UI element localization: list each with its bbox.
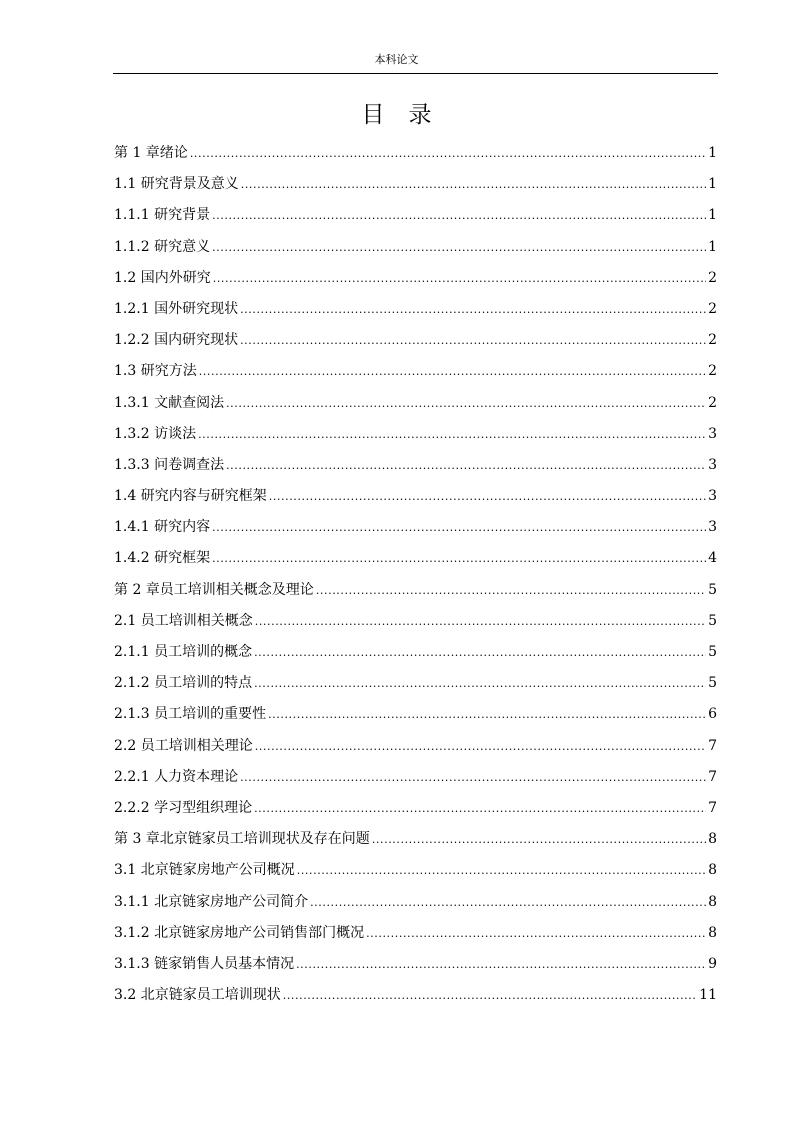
toc-entry[interactable] [114, 764, 717, 795]
toc-dot-leader [198, 422, 706, 448]
toc-entry-page-number: 7 [708, 799, 717, 816]
toc-entry[interactable] [114, 608, 717, 639]
toc-entry-page-number: 5 [708, 644, 717, 660]
toc-entry[interactable] [114, 483, 717, 514]
toc-entry[interactable] [114, 296, 717, 327]
toc-dot-leader [316, 578, 706, 604]
toc-entry[interactable] [114, 327, 717, 358]
toc-entry-page-number: 8 [708, 831, 717, 848]
toc-entry-page-number: 2 [708, 300, 717, 317]
toc-entry[interactable] [114, 358, 717, 389]
toc-dot-leader [283, 983, 697, 1009]
toc-entry[interactable] [114, 265, 717, 296]
toc-entry-page-number: 8 [708, 893, 717, 910]
toc-entry-label: 3.1.3 链家销售人员基本情况 [114, 955, 295, 972]
toc-entry-page-number: 6 [708, 706, 717, 723]
toc-entry[interactable] [114, 421, 717, 452]
toc-entry-label: 1.2.1 国外研究现状 [114, 300, 239, 317]
toc-entry-page-number: 3 [708, 456, 717, 473]
toc-entry-page-number: 7 [708, 768, 717, 785]
toc-entry-label: 1.1 研究背景及意义 [114, 176, 239, 193]
toc-dot-leader [199, 359, 706, 385]
toc-entry[interactable] [114, 514, 717, 545]
toc-dot-leader [213, 266, 706, 292]
toc-entry-page-number: 1 [708, 176, 717, 193]
toc-entry-page-number: 11 [699, 987, 717, 1004]
toc-entry-page-number: 5 [708, 675, 717, 692]
toc-entry-page-number: 8 [708, 924, 717, 941]
toc-dot-leader [212, 515, 706, 541]
toc-entry-label: 第 2 章员工培训相关概念及理论 [114, 581, 314, 598]
toc-dot-leader [212, 235, 706, 261]
toc-entry[interactable] [114, 826, 717, 857]
toc-entry-label: 1.2.2 国内研究现状 [114, 332, 239, 349]
toc-entry-label: 1.3.1 文献查阅法 [114, 394, 225, 411]
toc-entry-page-number: 1 [708, 207, 717, 224]
toc-entry[interactable] [114, 234, 717, 265]
toc-entry-page-number: 2 [708, 269, 717, 286]
toc-entry[interactable] [114, 670, 717, 701]
toc-dot-leader [255, 734, 706, 760]
toc-entry-label: 1.4.1 研究内容 [114, 519, 211, 536]
toc-dot-leader [212, 203, 706, 229]
toc-entry-page-number: 2 [708, 394, 717, 411]
toc-entry[interactable] [114, 982, 717, 1013]
toc-entry-label: 3.1.1 北京链家房地产公司简介 [114, 893, 309, 910]
toc-entry-label: 2.1 员工培训相关概念 [114, 612, 253, 629]
toc-entry-label: 1.1.1 研究背景 [114, 207, 211, 224]
toc-entry[interactable] [114, 140, 717, 171]
toc-entry-page-number: 1 [708, 238, 717, 255]
toc-entry-page-number: 2 [708, 332, 717, 349]
toc-entry-page-number: 1 [708, 145, 717, 161]
toc-entry[interactable] [114, 701, 717, 732]
toc-entry[interactable] [114, 171, 717, 202]
toc-entry[interactable] [114, 951, 717, 982]
toc-entry-page-number: 5 [708, 581, 717, 598]
toc-entry[interactable] [114, 545, 717, 576]
toc-entry-label: 3.1 北京链家房地产公司概况 [114, 862, 295, 879]
toc-dot-leader [254, 640, 706, 666]
toc-entry-label: 3.1.2 北京链家房地产公司销售部门概况 [114, 924, 365, 941]
toc-dot-leader [297, 858, 706, 884]
toc-dot-leader [372, 827, 706, 853]
toc-entry-label: 1.3.2 访谈法 [114, 425, 197, 442]
toc-entry-label: 2.2.2 学习型组织理论 [114, 799, 253, 816]
toc-dot-leader [255, 609, 706, 635]
toc-entry-label: 2.1.3 员工培训的重要性 [114, 706, 267, 723]
toc-entry[interactable] [114, 577, 717, 608]
toc-entry-page-number: 4 [708, 550, 717, 567]
toc-entry-label: 1.4.2 研究框架 [114, 550, 211, 567]
toc-entry-label: 3.2 北京链家员工培训现状 [114, 987, 281, 1004]
toc-entry[interactable] [114, 920, 717, 951]
toc-dot-leader [226, 391, 706, 417]
toc-dot-leader [254, 671, 706, 697]
toc-entry-page-number: 9 [708, 955, 717, 972]
toc-dot-leader [269, 484, 706, 510]
toc-dot-leader [226, 453, 706, 479]
toc-entry[interactable] [114, 639, 717, 670]
toc-dot-leader [240, 765, 706, 791]
toc-entry-page-number: 5 [708, 612, 717, 629]
toc-dot-leader [241, 172, 706, 198]
toc-entry[interactable] [114, 202, 717, 233]
page-title: 目录 [361, 102, 456, 128]
header-rule [113, 73, 718, 74]
toc-entry-page-number: 3 [708, 519, 717, 536]
toc-dot-leader [296, 952, 706, 978]
running-header: 本科论文 [374, 53, 419, 66]
toc-entry-label: 第 1 章绪论 [114, 145, 188, 161]
toc-dot-leader [240, 297, 706, 323]
toc-entry[interactable] [114, 857, 717, 888]
toc-entry[interactable] [114, 795, 717, 826]
toc-entry-page-number: 7 [708, 737, 717, 754]
toc-entry-label: 第 3 章北京链家员工培训现状及存在问题 [114, 831, 370, 848]
toc-entry-label: 2.1.2 员工培训的特点 [114, 675, 253, 692]
toc-entry-label: 2.2 员工培训相关理论 [114, 737, 253, 754]
toc-dot-leader [268, 702, 706, 728]
toc-dot-leader [254, 796, 706, 822]
toc-entry-label: 2.1.1 员工培训的概念 [114, 644, 253, 660]
toc-entry-label: 1.1.2 研究意义 [114, 238, 211, 255]
toc-entry-label: 1.3.3 问卷调查法 [114, 456, 225, 473]
toc-entry[interactable] [114, 733, 717, 764]
toc-dot-leader [212, 546, 706, 572]
toc-entry-page-number: 3 [708, 425, 717, 442]
toc-entry-page-number: 3 [708, 488, 717, 505]
toc-dot-leader [310, 890, 706, 916]
toc-dot-leader [190, 141, 706, 167]
toc-dot-leader [366, 921, 706, 947]
toc-dot-leader [240, 328, 706, 354]
table-of-contents [114, 140, 717, 1013]
toc-entry[interactable] [114, 390, 717, 421]
toc-entry-page-number: 2 [708, 363, 717, 380]
toc-entry[interactable] [114, 889, 717, 920]
toc-entry-label: 1.2 国内外研究 [114, 269, 211, 286]
toc-entry-label: 2.2.1 人力资本理论 [114, 768, 239, 785]
toc-entry-label: 1.4 研究内容与研究框架 [114, 488, 267, 505]
toc-entry[interactable] [114, 452, 717, 483]
toc-entry-label: 1.3 研究方法 [114, 363, 197, 380]
toc-entry-page-number: 8 [708, 862, 717, 879]
